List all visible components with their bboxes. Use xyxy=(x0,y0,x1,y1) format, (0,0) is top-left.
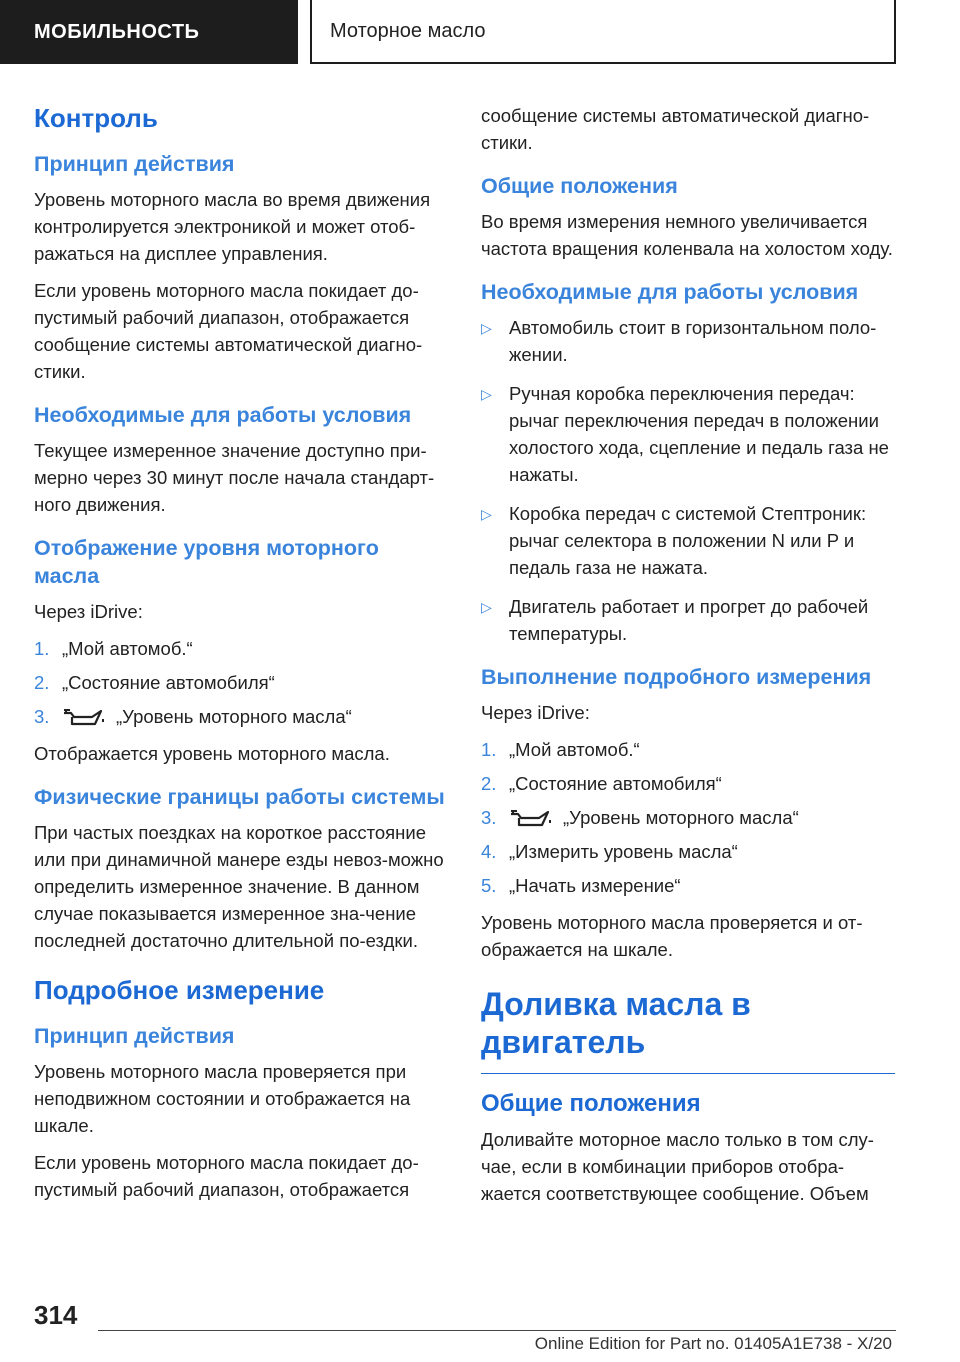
paragraph: Текущее измеренное значение доступно при-мерно через 30 минут после начала стандарт-ного движения. xyxy=(34,440,435,515)
list-item xyxy=(34,635,448,662)
paragraph: Доливайте моторное масло только в том слу-чае, если в комбинации приборов отобра-жается соответствующее сообщение. Объем xyxy=(481,1129,874,1204)
step-number: 2. xyxy=(34,672,50,693)
step-number: 2. xyxy=(481,773,497,794)
condition-text: Коробка передач с системой Стептроник: рычаг селектора в положении N или P и педаль газа не нажата. xyxy=(509,503,867,578)
heading-limits: Физические границы работы системы xyxy=(34,785,445,809)
edition-footer: Online Edition for Part no. 01405A1E738 - X/20 xyxy=(534,1334,892,1353)
left-column xyxy=(34,96,448,1213)
paragraph: При частых поездках на короткое расстояние или при динамичной манере езды невоз-можно определить измеренное значение. В данном случае показывается измеренное зна-чение последней достаточно длительной по-ездки. xyxy=(34,822,444,951)
heading-detailed: Подробное измерение xyxy=(34,975,325,1005)
topic-title: Моторное масло xyxy=(330,19,486,42)
footer-divider xyxy=(98,1330,896,1331)
paragraph: Уровень моторного масла во время движения контролируется электроникой и может отоб-ражаться на дисплее управления. xyxy=(34,189,431,264)
section-title: МОБИЛЬНОСТЬ xyxy=(34,20,200,43)
condition-text: Двигатель работает и прогрет до рабочей температуры. xyxy=(509,596,869,644)
paragraph: Во время измерения немного увеличивается частота вращения коленвала на холостом ходу. xyxy=(481,211,893,259)
step-number: 5. xyxy=(481,875,497,896)
step-text: „Начать измерение“ xyxy=(509,875,681,896)
oil-can-icon xyxy=(509,807,553,829)
paragraph: сообщение системы автоматической диагно-стики. xyxy=(481,105,870,153)
list-item xyxy=(481,314,895,368)
step-text: „Уровень моторного масла“ xyxy=(563,807,799,828)
page-number: 314 xyxy=(34,1300,78,1330)
via-idrive: Через iDrive: xyxy=(481,702,590,723)
list-item xyxy=(481,736,895,763)
idrive-steps xyxy=(481,736,895,899)
step-text: „Состояние автомобиля“ xyxy=(62,672,275,693)
heading-general: Общие положения xyxy=(481,174,678,198)
triangle-bullet-icon: ▷ xyxy=(481,320,492,336)
paragraph: Отображается уровень моторного масла. xyxy=(34,743,390,764)
step-number: 3. xyxy=(34,706,50,727)
heading-conditions: Необходимые для работы условия xyxy=(481,280,859,304)
paragraph: Уровень моторного масла проверяется и от-ображается на шкале. xyxy=(481,912,863,960)
via-idrive: Через iDrive: xyxy=(34,601,143,622)
step-text: „Мой автомоб.“ xyxy=(62,638,193,659)
paragraph: Если уровень моторного масла покидает до-пустимый рабочий диапазон, отображается xyxy=(34,1152,419,1200)
step-number: 4. xyxy=(481,841,497,862)
heading-principle: Принцип действия xyxy=(34,1024,235,1048)
step-text: „Состояние автомобиля“ xyxy=(509,773,722,794)
paragraph: Уровень моторного масла проверяется при неподвижном состоянии и отображается на шкале. xyxy=(34,1061,411,1136)
list-item xyxy=(481,804,895,831)
list-item xyxy=(481,500,895,581)
step-text: „Измерить уровень масла“ xyxy=(509,841,738,862)
condition-text: Ручная коробка переключения передач: рычаг переключения передач в положении холостого хода, сцепление и педаль газа не нажаты. xyxy=(509,383,889,485)
heading-topup: Доливка масла в двигатель xyxy=(481,985,895,1074)
list-item xyxy=(34,703,448,730)
list-item xyxy=(481,593,895,647)
triangle-bullet-icon: ▷ xyxy=(481,599,492,615)
list-item xyxy=(481,770,895,797)
paragraph: Если уровень моторного масла покидает до-пустимый рабочий диапазон, отображается сообщение системы автоматической диагно-стики. xyxy=(34,280,423,382)
heading-display-level: Отображение уровня моторного масла xyxy=(34,536,379,588)
heading-control: Контроль xyxy=(34,103,158,133)
step-number: 3. xyxy=(481,807,497,828)
oil-can-icon xyxy=(62,706,106,728)
heading-principle: Принцип действия xyxy=(34,152,235,176)
step-number: 1. xyxy=(34,638,50,659)
step-number: 1. xyxy=(481,739,497,760)
triangle-bullet-icon: ▷ xyxy=(481,506,492,522)
list-item xyxy=(481,838,895,865)
heading-perform: Выполнение подробного измерения xyxy=(481,665,872,689)
topic-tab xyxy=(310,0,896,64)
step-text: „Мой автомоб.“ xyxy=(509,739,640,760)
triangle-bullet-icon: ▷ xyxy=(481,386,492,402)
list-item xyxy=(481,380,895,488)
idrive-steps xyxy=(34,635,448,730)
condition-text: Автомобиль стоит в горизонтальном поло-жении. xyxy=(509,317,877,365)
right-column xyxy=(481,96,895,1217)
list-item xyxy=(34,669,448,696)
heading-general: Общие положения xyxy=(481,1090,701,1117)
step-text: „Уровень моторного масла“ xyxy=(116,706,352,727)
list-item xyxy=(481,872,895,899)
heading-conditions: Необходимые для работы условия xyxy=(34,403,412,427)
conditions-list xyxy=(481,314,895,647)
section-tab xyxy=(0,0,298,64)
